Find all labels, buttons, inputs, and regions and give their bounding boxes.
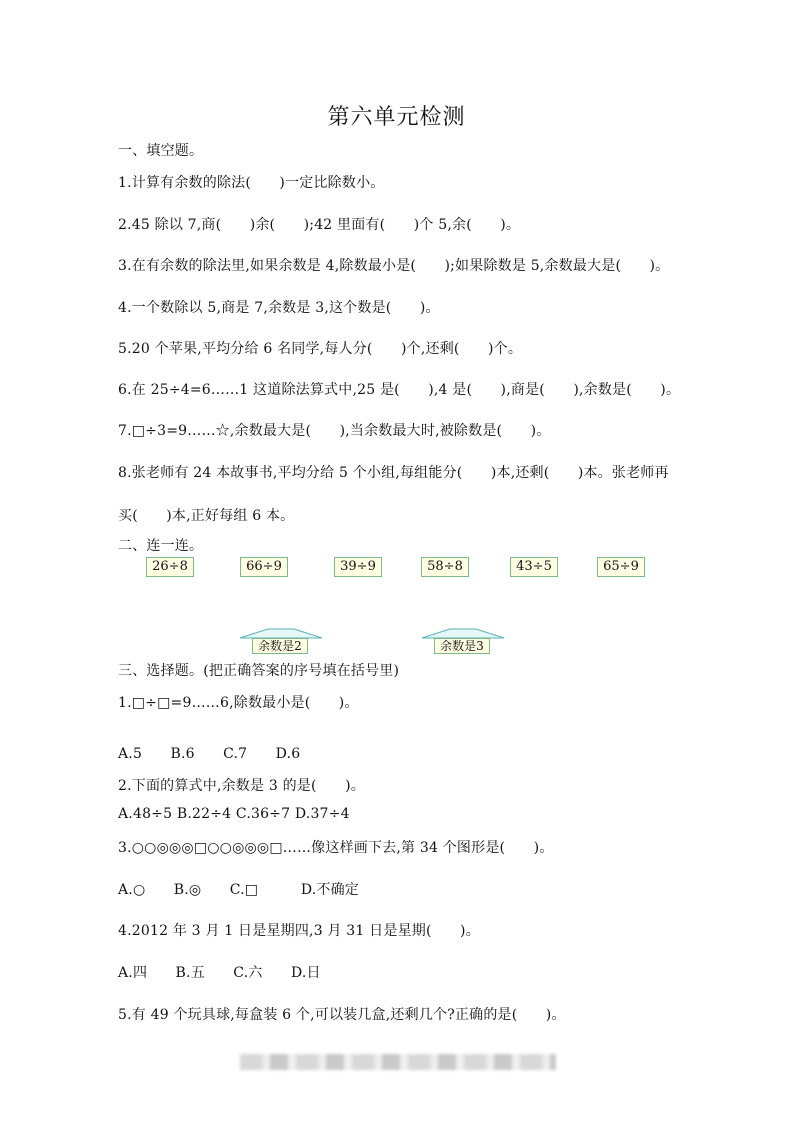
question-8-part-a: 8.张老师有 24 本故事书,平均分给 5 个小组,每组能分( )本,还剩( )本。张老师再 (118, 465, 669, 481)
choice-options-2: A.48÷5 B.22÷4 C.36÷7 D.37÷4 (118, 806, 350, 822)
question-4: 4.一个数除以 5,商是 7,余数是 3,这个数是( )。 (118, 300, 440, 316)
question-3: 3.在有余数的除法里,如果余数是 4,除数最小是( );如果除数是 5,余数最大是( )。 (118, 258, 670, 274)
remainder-target-3[interactable] (420, 628, 504, 654)
choice-question-3: 3.○○◎◎◎□○○◎◎◎□……像这样画下去,第 34 个图形是( )。 (118, 840, 554, 856)
section-heading-fill-blank: 一、填空题。 (118, 143, 204, 159)
choice-question-1: 1.□÷□=9……6,除数最小是( )。 (118, 695, 359, 711)
remainder-label-2: 余数是2 (252, 638, 308, 654)
division-box-5[interactable]: 43÷5 (510, 557, 558, 577)
division-box-4[interactable]: 58÷8 (421, 557, 469, 577)
choice-question-2: 2.下面的算式中,余数是 3 的是( )。 (118, 778, 365, 794)
page-title: 第六单元检测 (327, 105, 466, 130)
division-box-6[interactable]: 65÷9 (597, 557, 645, 577)
division-box-3[interactable]: 39÷9 (334, 557, 382, 577)
division-box-2[interactable]: 66÷9 (240, 557, 288, 577)
section-heading-matching: 二、连一连。 (118, 538, 204, 554)
choice-question-4: 4.2012 年 3 月 1 日是星期四,3 月 31 日是星期( )。 (118, 923, 480, 939)
remainder-target-2[interactable] (238, 628, 322, 654)
section-heading-choice: 三、选择题。(把正确答案的序号填在括号里) (118, 663, 400, 679)
question-6: 6.在 25÷4=6……1 这道除法算式中,25 是( ),4 是( ),商是( ),余数是( )。 (118, 382, 681, 398)
remainder-label-3: 余数是3 (434, 638, 490, 654)
blurred-footer-watermark (240, 1054, 556, 1070)
question-1: 1.计算有余数的除法( )一定比除数小。 (118, 175, 385, 191)
question-7: 7.□÷3=9……☆,余数最大是( ),当余数最大时,被除数是( )。 (118, 423, 551, 439)
question-8-part-b: 买( )本,正好每组 6 本。 (118, 508, 295, 524)
division-box-1[interactable]: 26÷8 (146, 557, 194, 577)
question-2: 2.45 除以 7,商( )余( );42 里面有( )个 5,余( )。 (118, 217, 521, 233)
choice-options-1: A.5 B.6 C.7 D.6 (118, 746, 301, 762)
choice-options-3: A.○ B.◎ C.□ D.不确定 (118, 882, 359, 898)
choice-options-4: A.四 B.五 C.六 D.日 (118, 965, 321, 981)
question-5: 5.20 个苹果,平均分给 6 名同学,每人分( )个,还剩( )个。 (118, 341, 523, 357)
choice-question-5: 5.有 49 个玩具球,每盒装 6 个,可以装几盒,还剩几个?正确的是( )。 (118, 1007, 566, 1023)
